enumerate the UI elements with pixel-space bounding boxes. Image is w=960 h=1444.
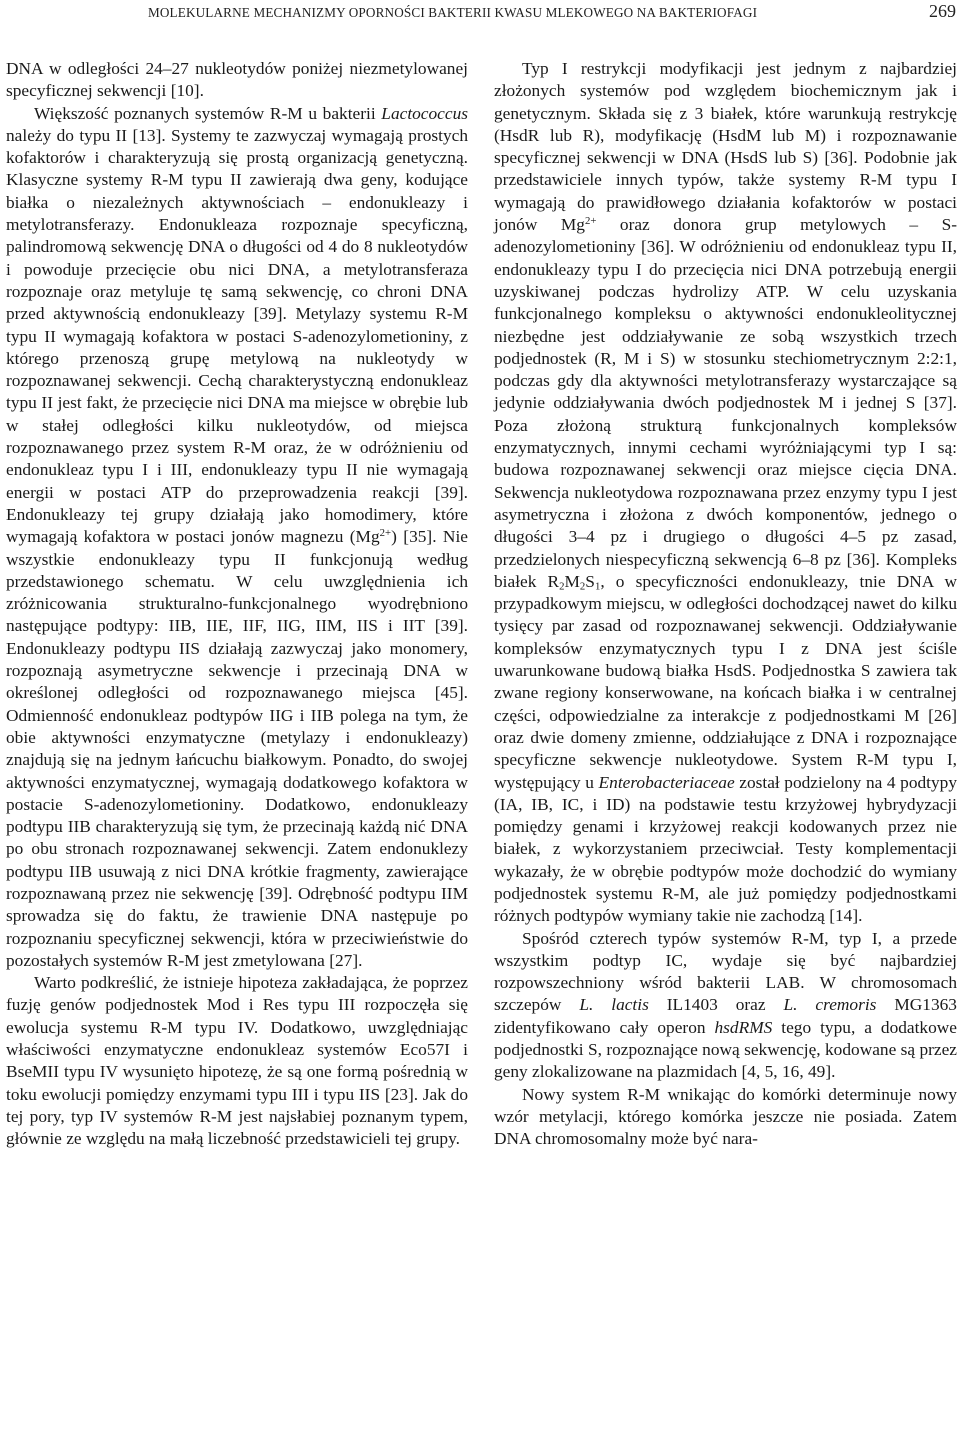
paragraph: Warto podkreślić, że istnieje hipoteza zakładająca, że poprzez fuzję genów podjednostek Mod i Res typu III rozpoczęła się ewolucja systemu R-M typu IV. Dodatkowo, uwzględniając właściwości enzymatyczne endonukleaz systemów Eco57I i BseMII typu IV wysunięto hipotezę, że są one formą pośrednią w toku ewolucji pomiędzy enzymami typu III i typu IIS [23]. Jak do tej pory, typ IV systemów R-M jest najsłabiej poznanym typem, głównie ze względu na małą liczebność przedstawicieli tej grupy.: [6, 973, 468, 1149]
running-title: MOLEKULARNE MECHANIZMY OPORNOŚCI BAKTERII KWASU MLEKOWEGO NA BAKTERIOFAGI: [148, 5, 758, 20]
paragraph: DNA w odległości 24–27 nukleotydów poniżej niezmetylowanej specyficznej sekwencji [10].: [6, 59, 468, 101]
italic-term: Enterobacteriaceae: [598, 772, 735, 792]
italic-term: L. cremoris: [783, 995, 877, 1015]
paragraph: Spośród czterech typów systemów R-M, typ I, a przede wszystkim podtyp IC, wydaje się być najbardziej rozpowszechniony wśród bakterii LAB. W chromosomach szczepów L. lactis IL1403 oraz L. cremoris MG1363 zidentyfikowano cały operon hsdRMS tego typu, a dodatkowe podjednostki S, rozpoznające nową sekwencję, kodowane są przez geny zlokalizowane na plazmidach [4, 5, 16, 49].: [494, 928, 958, 1082]
italic-term: L. lactis: [579, 995, 649, 1015]
italic-term: hsdRMS: [714, 1017, 773, 1037]
italic-term: Lactococcus: [381, 103, 468, 123]
paragraph: Nowy system R-M wnikając do komórki determinuje nowy wzór metylacji, którego komórka jeszcze nie posiada. Zatem DNA chromosomalny może być nara-: [494, 1084, 957, 1149]
left-column: [6, 58, 468, 1151]
page-header: [0, 0, 960, 34]
paragraph: Typ I restrykcji modyfikacji jest jednym z najbardziej złożonych systemów pod względem biochemicznym jak i genetycznym. Składa się z 3 białek, które warunkują restrykcję (HsdR lub R), modyfikację (HsdM lub M) i rozpoznawanie specyficznej sekwencji w DNA (HsdS lub S) [36]. Podobnie jak przedstawiciele innych typów, także systemy R-M typu I wymagają do prawidłowego działania kofaktorów w postaci jonów $Mg^{2+}$ oraz donora grup metylowych – S-adenozylometioniny [36]. W odróżnieniu od endonukleaz typu II, endonukleazy typu I do przecięcia nici DNA potrzebują energii uzyskiwanej podczas hydrolizy ATP. W celu uzyskania funkcjonalnego kompleksu o aktywności endonukleolitycznej niezbędne jest oddziaływanie ze sobą wszystkich trzech podjednostek (R, M i S) w stosunku stechiometrycznym 2:2:1, podczas gdy dla aktywności metylotransferazy wystarczające są jedynie oddziaływania dwóch podjednostek M i jednej S [37]. Poza złożoną strukturą funkcjonalnych kompleksów enzymatycznych, innymi cechami wyróżniającymi typ I są: budowa rozpoznawanej sekwencji oraz miejsce cięcia DNA. Sekwencja nukleotydowa rozpoznawana przez enzymy typu I jest asymetryczna i złożona z dwóch komponentów, jednego o długości 3–4 pz i drugiego o długości 4–5 pz zasad, przedzielonych niespecyficzną sekwencją 6–8 pz [36]. Kompleks białek $R_2M_2S_1$, o specyficzności endonukleazy, tnie DNA w przypadkowym miejscu, w odległości dochodzącej nawet do kilku tysięcy par zasad od rozpoznawanej sekwencji. Oddziaływanie kompleksów enzymatycznych typu I z DNA jest ściśle uwarunkowane budową białka HsdS. Podjednostka S zawiera tak zwane regiony konserwowane, na końcach białka i w centralnej części, odpowiedzialne za interakcje z podjednostkami M [26] oraz dwie domeny zmienne, oddziałujące z DNA i rozpoznające specyficzne sekwencje nukleotydowe. System R-M typu I, występujący u Enterobacteriaceae został podzielony na 4 podtypy (IA, IB, IC, i ID) na podstawie testu krzyżowej hybrydyzacji pomiędzy genami i krzyżowej reakcji kodowanych przez nie białek, z wykorzystaniem przeciwciał. Testy komplementacji wykazały, że w obrębie podtypów może dochodzić do wymiany podjednostek systemu R-M, ale już pomiędzy podjednostkami różnych podtypów wymiany takie nie zachodzą [14].: [494, 59, 958, 926]
right-column: [494, 58, 957, 1151]
paragraph: Większość poznanych systemów R-M u bakterii Lactococcus należy do typu II [13]. Systemy te zazwyczaj wymagają prostych kofaktorów i charakteryzują się prostą organizacją genetyczną. Klasyczne systemy R-M typu II zawierają dwa geny, kodujące białka o niezależnych aktywnościach – endonukleazy i metylotransferazy. Endonukleaza rozpoznaje specyficzną, palindromową sekwencję DNA o długości od 4 do 8 nukleotydów i powoduje przecięcie obu nici DNA, a metylotransferaza rozpoznaje oraz metyluje tę samą sekwencję, co chroni DNA przed aktywnością endonukleazy [39]. Metylazy systemu R-M typu II wymagają kofaktora w postaci S-adenozylometioniny, z którego przenoszą grupę metylową na nukleotydy w rozpoznawanej sekwencji. Cechą charakterystyczną endonukleaz typu II jest fakt, że przecięcie nici DNA ma miejsce w obrębie lub w stałej odległości kilku nukleotydów, od miejsca rozpoznawanego przez system R-M oraz, że w odróżnieniu od endonukleaz typu I i III, endonukleazy typu II nie wymagają energii w postaci ATP do przeprowadzenia reakcji [39]. Endonukleazy tej grupy działają jako homodimery, które wymagają kofaktora w postaci jonów magnezu $(Mg^{2+})$ [35]. Nie wszystkie endonukleazy typu II funkcjonują według przedstawionego schematu. W celu uwzględnienia ich zróżnicowania strukturalno-funkcjonalnego wyodrębniono następujące podtypy: IIB, IIE, IIF, IIG, IIM, IIS i IIT [39]. Endonukleazy podtypu IIS działają zazwyczaj jako monomery, rozpoznają asymetryczne sekwencje i przecinają DNA w określonej odległości od rozpoznawanego miejsca [45]. Odmienność endonukleaz podtypów IIG i IIB polega na tym, że obie aktywności enzymatyczne (metylazy i endonukleazy) znajdują się na jednym łańcuchu białkowym. Ponadto, do swojej aktywności enzymatycznej, wymagają dodatkowego kofaktora w postacie S-adenozylometioniny. Dodatkowo, endonukleazy podtypu IIB charakteryzują się tym, że przecinają każdą nić DNA po obu stronach rozpoznawanej sekwencji. Zatem endonuklezy podtypu IIB usuwają z nici DNA krótkie fragmenty, zawierające rozpoznawaną przez nie sekwencję [39]. Odrębność podtypu IIM sprowadza się do faktu, że trawienie DNA następuje po rozpoznaniu specyficznej sekwencji, która w przeciwieństwie do pozostałych systemów R-M jest zmetylowana [27].: [6, 103, 468, 970]
page-number: 269: [929, 1, 956, 21]
